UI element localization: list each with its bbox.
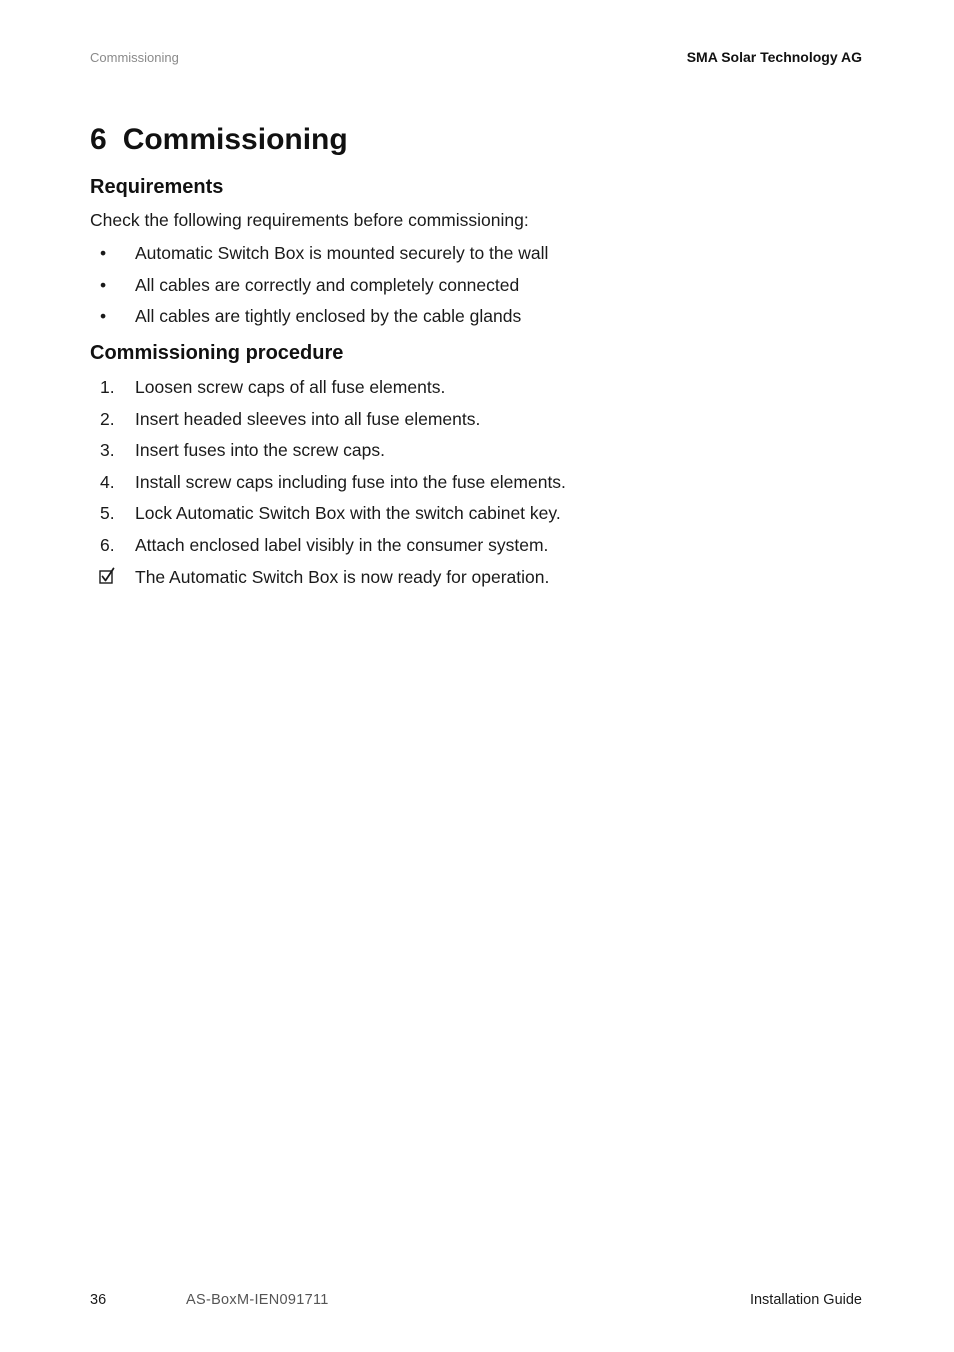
chapter-number: 6: [90, 123, 107, 156]
running-header-company: SMA Solar Technology AG: [686, 49, 862, 65]
requirement-text: All cables are correctly and completely connected: [135, 274, 520, 295]
document-type: Installation Guide: [749, 1292, 862, 1308]
step-number: 2.: [100, 408, 115, 429]
result-text: The Automatic Switch Box is now ready for operation.: [135, 567, 550, 587]
chapter-title-text: Commissioning: [122, 123, 348, 156]
step-number: 4.: [100, 471, 115, 492]
step-number: 3.: [100, 440, 115, 461]
step-text: Install screw caps including fuse into the fuse elements.: [135, 471, 566, 492]
step-number: 5.: [100, 503, 115, 524]
step-text: Lock Automatic Switch Box with the switch cabinet key.: [135, 503, 561, 524]
step-number: 6.: [100, 534, 115, 555]
requirement-text: Automatic Switch Box is mounted securely to the wall: [135, 243, 549, 263]
procedure-heading: Commissioning procedure: [90, 342, 344, 364]
chapter-title: [90, 123, 348, 157]
page-number: 36: [90, 1292, 107, 1308]
step-text: Insert fuses into the screw caps.: [135, 440, 385, 461]
requirements-intro: Check the following requirements before commissioning:: [90, 210, 529, 230]
step-number: 1.: [100, 377, 115, 397]
checkbox-checked-icon: [99, 567, 115, 585]
bullet-marker: •: [100, 306, 107, 327]
step-text: Insert headed sleeves into all fuse elements.: [135, 408, 481, 429]
step-text: Loosen screw caps of all fuse elements.: [135, 377, 446, 397]
requirements-heading: Requirements: [90, 176, 224, 198]
bullet-marker: •: [100, 243, 107, 263]
bullet-marker: •: [100, 274, 107, 295]
requirement-text: All cables are tightly enclosed by the cable glands: [135, 306, 522, 327]
document-id: AS-BoxM-IEN091711: [186, 1292, 329, 1308]
step-text: Attach enclosed label visibly in the consumer system.: [135, 534, 549, 555]
running-header-section: Commissioning: [90, 50, 179, 65]
